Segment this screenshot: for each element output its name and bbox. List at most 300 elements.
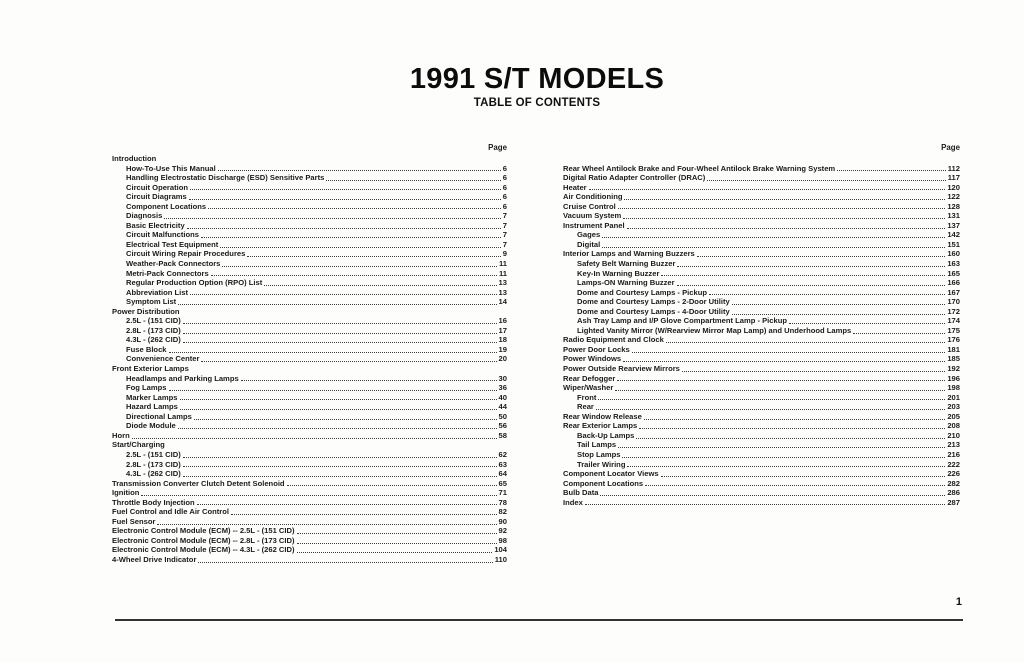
toc-entry-page: 11 [498, 259, 507, 269]
toc-entry [112, 555, 507, 565]
toc-entry [563, 421, 960, 431]
toc-entry-page: 7 [502, 230, 507, 240]
toc-entry-label: Power Outside Rearview Mirrors [563, 364, 680, 374]
toc-entry-label: Metri-Pack Connectors [126, 268, 209, 278]
toc-entry-label: Dome and Courtesy Lamps - Pickup [577, 287, 707, 297]
toc-entry [112, 345, 507, 355]
toc-entry-page: 65 [498, 478, 507, 488]
dot-leader [616, 374, 946, 384]
dot-leader [296, 526, 498, 536]
toc-entry [563, 412, 960, 422]
dot-leader [644, 479, 946, 489]
toc-entry-page: 120 [947, 182, 960, 192]
toc-entry [112, 393, 507, 403]
dot-leader [179, 402, 498, 412]
dot-leader [163, 211, 501, 221]
toc-entry [563, 354, 960, 364]
toc-entry-label: Horn [112, 430, 130, 440]
toc-entry-page: 163 [947, 259, 960, 269]
toc-entry-page: 282 [947, 478, 960, 488]
dot-leader [601, 230, 946, 240]
toc-entry-label: 2.5L - (151 CID) [126, 316, 181, 326]
toc-entry-page: 17 [498, 325, 507, 335]
toc-entry [112, 278, 507, 288]
dot-leader [325, 173, 501, 183]
dot-leader [221, 259, 498, 269]
toc-entry-page: 9 [502, 249, 507, 259]
toc-entry [112, 192, 507, 202]
toc-entry-label: Convenience Center [126, 354, 200, 364]
dot-leader [156, 517, 497, 527]
page-column-header-left: Page [488, 143, 507, 152]
toc-entry [563, 202, 960, 212]
toc-entry-page: 58 [498, 430, 507, 440]
toc-entry-page: 287 [947, 497, 960, 507]
toc-entry-page: 170 [947, 297, 960, 307]
toc-entry-page: 203 [947, 402, 960, 412]
toc-entry [563, 278, 960, 288]
toc-entry-page: 213 [947, 440, 960, 450]
toc-entry-page: 36 [498, 383, 507, 393]
toc-entry-page: 110 [494, 554, 507, 564]
toc-entry-label: Stop Lamps [577, 449, 621, 459]
toc-entry [563, 316, 960, 326]
toc-section-header [112, 364, 507, 374]
dot-leader [131, 431, 498, 441]
toc-entry-page: 208 [947, 421, 960, 431]
dot-leader [706, 173, 946, 183]
dot-leader [638, 421, 946, 431]
toc-entry-page: 6 [502, 163, 507, 173]
toc-entry-label: Digital Ratio Adapter Controller (DRAC) [563, 173, 706, 183]
toc-entry [112, 230, 507, 240]
dot-leader [601, 240, 946, 250]
toc-entry-label: Gages [577, 230, 601, 240]
dot-leader [626, 460, 946, 470]
toc-entry-label: 2.8L - (173 CID) [126, 459, 181, 469]
toc-entry-label: Lighted Vanity Mirror (W/Rearview Mirror Map Lamp) and Underhood Lamps [577, 325, 852, 335]
dot-leader [597, 393, 946, 403]
toc-entry-label: Back-Up Lamps [577, 430, 635, 440]
toc-entry-page: 142 [947, 230, 960, 240]
dot-leader [168, 345, 498, 355]
toc-entry-label: Power Windows [563, 354, 622, 364]
dot-leader [182, 316, 498, 326]
dot-leader [240, 374, 498, 384]
toc-entry [112, 354, 507, 364]
dot-leader [622, 354, 946, 364]
dot-leader [676, 278, 947, 288]
toc-entry-page: 165 [947, 268, 960, 278]
toc-entry-label: 4.3L - (262 CID) [126, 335, 181, 345]
dot-leader [230, 507, 498, 517]
toc-entry-label: Symptom List [126, 297, 177, 307]
toc-entry-label: Instrument Panel [563, 220, 625, 230]
toc-entry [563, 498, 960, 508]
dot-leader [584, 498, 946, 508]
toc-entry [112, 183, 507, 193]
dot-leader [263, 278, 497, 288]
toc-entry-page: 40 [498, 392, 507, 402]
toc-entry-page: 192 [947, 364, 960, 374]
toc-entry [563, 288, 960, 298]
toc-entry [563, 469, 960, 479]
toc-entry-label: Index [563, 497, 583, 507]
dot-leader [193, 412, 498, 422]
toc-entry-label: Ignition [112, 488, 140, 498]
toc-entry [563, 383, 960, 393]
toc-entry [563, 488, 960, 498]
dot-leader [182, 326, 498, 336]
toc-entry-label: Diagnosis [126, 211, 163, 221]
toc-entry-label: Power Door Locks [563, 344, 630, 354]
toc-entry [563, 479, 960, 489]
toc-entry [112, 402, 507, 412]
toc-entry-page: 6 [502, 173, 507, 183]
toc-entry-label: Wiper/Washer [563, 383, 614, 393]
toc-entry [112, 431, 507, 441]
toc-entry [563, 230, 960, 240]
toc-entry-label: 2.8L - (173 CID) [126, 325, 181, 335]
toc-entry-page: 11 [498, 268, 507, 278]
dot-leader [189, 288, 498, 298]
toc-entry [112, 479, 507, 489]
toc-entry-label: Fuel Control and Idle Air Control [112, 507, 229, 517]
toc-entry-page: 6 [502, 201, 507, 211]
toc-entry [563, 326, 960, 336]
footer-page-number: 1 [955, 596, 962, 608]
toc-entry-page: 13 [498, 278, 507, 288]
toc-entry [112, 460, 507, 470]
dot-leader [631, 345, 947, 355]
toc-column-left [112, 143, 507, 565]
toc-entry-page: 20 [498, 354, 507, 364]
dot-leader [676, 259, 946, 269]
toc-entry [112, 545, 507, 555]
toc-entry-label: Trailer Wiring [577, 459, 626, 469]
toc-entry [563, 374, 960, 384]
toc-entry-page: 14 [498, 297, 507, 307]
dot-leader [207, 202, 502, 212]
dot-leader [696, 249, 947, 259]
toc-entry [112, 450, 507, 460]
toc-entry-label: Introduction [112, 154, 157, 163]
toc-entry [112, 240, 507, 250]
dot-leader [660, 269, 946, 279]
dot-leader [182, 450, 498, 460]
toc-entry-label: Dome and Courtesy Lamps - 2-Door Utility [577, 297, 730, 307]
toc-entry-page: 19 [498, 344, 507, 354]
toc-entry [112, 202, 507, 212]
toc-entry [563, 393, 960, 403]
toc-entry [563, 221, 960, 231]
toc-entry-page: 62 [498, 449, 507, 459]
toc-entry-label: Fuse Block [126, 344, 167, 354]
toc-entry-label: Circuit Operation [126, 182, 189, 192]
toc-entry-label: Dome and Courtesy Lamps - 4-Door Utility [577, 306, 730, 316]
toc-entry-page: 117 [947, 173, 960, 183]
dot-leader [852, 326, 946, 336]
toc-entry-page: 174 [947, 316, 960, 326]
toc-entry-label: Rear Wheel Antilock Brake and Four-Wheel Antilock Brake Warning System [563, 163, 836, 173]
toc-entry-label: Transmission Converter Clutch Detent Solenoid [112, 478, 285, 488]
toc-entry-label: Bulb Data [563, 488, 599, 498]
dot-leader [186, 221, 502, 231]
toc-entry [563, 164, 960, 174]
toc-entry [563, 364, 960, 374]
toc-entry-label: Basic Electricity [126, 220, 185, 230]
toc-entry-label: Rear Window Release [563, 411, 642, 421]
toc-entry-page: 160 [947, 249, 960, 259]
toc-entry-page: 82 [498, 507, 507, 517]
dot-leader [708, 288, 946, 298]
toc-entry [563, 307, 960, 317]
toc-entry-label: Marker Lamps [126, 392, 178, 402]
toc-entry-label: Abbreviation List [126, 287, 189, 297]
dot-leader [622, 211, 946, 221]
toc-entry-page: 112 [947, 163, 960, 173]
toc-entry [112, 488, 507, 498]
toc-entry [112, 249, 507, 259]
toc-entry-page: 7 [502, 220, 507, 230]
dot-leader [210, 269, 498, 279]
toc-entry-page: 98 [498, 535, 507, 545]
toc-entry [563, 431, 960, 441]
toc-entry-page: 176 [947, 335, 960, 345]
dot-leader [621, 450, 946, 460]
dot-leader [617, 202, 947, 212]
toc-entry-page: 151 [947, 239, 960, 249]
toc-entry [112, 297, 507, 307]
toc-entry-page: 6 [502, 182, 507, 192]
dot-leader [200, 230, 502, 240]
toc-entry-label: Interior Lamps and Warning Buzzers [563, 249, 695, 259]
toc-entry-label: Heater [563, 182, 587, 192]
dot-leader [731, 307, 947, 317]
toc-section-header [112, 307, 507, 317]
dot-leader [731, 297, 947, 307]
toc-entry [563, 335, 960, 345]
toc-entry [112, 374, 507, 384]
toc-entry-label: Directional Lamps [126, 411, 192, 421]
toc-entry-page: 181 [947, 344, 960, 354]
page-title: 1991 S/T MODELS [409, 63, 665, 95]
toc-entry-page: 56 [498, 421, 507, 431]
toc-entry-label: Diode Module [126, 421, 176, 431]
dot-leader [635, 431, 946, 441]
toc-entry-label: Component Locations [126, 201, 207, 211]
toc-entry [563, 211, 960, 221]
toc-section-header [112, 440, 507, 450]
toc-entry-page: 30 [498, 373, 507, 383]
toc-entry [112, 383, 507, 393]
toc-entry [563, 440, 960, 450]
dot-leader [599, 488, 946, 498]
dot-leader [200, 354, 497, 364]
toc-entry-label: 4-Wheel Drive Indicator [112, 554, 197, 564]
toc-entry-label: Electronic Control Module (ECM) -- 2.8L - (173 CID) [112, 535, 295, 545]
page-column-header-right: Page [941, 143, 960, 152]
toc-entry-label: Vacuum System [563, 211, 622, 221]
toc-entry [563, 402, 960, 412]
dot-leader [626, 221, 947, 231]
dot-leader [836, 164, 947, 174]
toc-entry [112, 526, 507, 536]
dot-leader [643, 412, 946, 422]
toc-entry-label: Lamps-ON Warning Buzzer [577, 278, 675, 288]
dot-leader [681, 364, 946, 374]
dot-leader [296, 536, 498, 546]
toc-entry [112, 221, 507, 231]
toc-entry-page: 216 [947, 449, 960, 459]
toc-entry-page: 6 [502, 192, 507, 202]
toc-entry-page: 16 [498, 316, 507, 326]
toc-entry-page: 13 [498, 287, 507, 297]
dot-leader [296, 545, 494, 555]
toc-entry-label: Cruise Control [563, 201, 616, 211]
toc-entry [563, 345, 960, 355]
dot-leader [188, 192, 502, 202]
toc-entry-label: Key-In Warning Buzzer [577, 268, 660, 278]
toc-entry [112, 173, 507, 183]
footer-rule [115, 619, 963, 621]
toc-entry-label: Front Exterior Lamps [112, 364, 189, 374]
toc-entry [563, 460, 960, 470]
page-subtitle: TABLE OF CONTENTS [473, 97, 601, 109]
toc-entry-label: Start/Charging [112, 440, 165, 450]
toc-entry [112, 269, 507, 279]
toc-entry [112, 211, 507, 221]
toc-entry-label: Electronic Control Module (ECM) -- 4.3L - (262 CID) [112, 545, 295, 555]
toc-entry-page: 226 [947, 469, 960, 479]
toc-entry-page: 201 [947, 392, 960, 402]
toc-entry-page: 222 [947, 459, 960, 469]
dot-leader [196, 498, 498, 508]
toc-entry [112, 335, 507, 345]
toc-rows-right [563, 164, 960, 508]
toc-entry-page: 175 [947, 325, 960, 335]
toc-entry [112, 507, 507, 517]
toc-entry-label: Hazard Lamps [126, 402, 178, 412]
dot-leader [665, 335, 946, 345]
toc-entry [112, 536, 507, 546]
toc-entry-label: Circuit Wiring Repair Procedures [126, 249, 246, 259]
toc-entry-label: Regular Production Option (RPO) List [126, 278, 263, 288]
dot-leader [168, 383, 498, 393]
toc-entry [112, 164, 507, 174]
toc-entry-page: 122 [947, 192, 960, 202]
toc-entry-page: 198 [947, 383, 960, 393]
dot-leader [182, 335, 498, 345]
toc-entry [563, 450, 960, 460]
dot-leader [617, 440, 946, 450]
toc-entry-label: Circuit Malfunctions [126, 230, 199, 240]
dot-leader [197, 555, 493, 565]
toc-entry [112, 326, 507, 336]
toc-entry-page: 7 [502, 239, 507, 249]
toc-entry-label: How-To-Use This Manual [126, 163, 216, 173]
toc-entry-label: Electronic Control Module (ECM) -- 2.5L - (151 CID) [112, 526, 295, 536]
toc-entry-page: 205 [947, 411, 960, 421]
toc-entry-page: 64 [498, 469, 507, 479]
toc-entry-label: Rear Exterior Lamps [563, 421, 638, 431]
toc-entry-page: 71 [498, 488, 507, 498]
toc-entry-label: Component Locations [563, 478, 644, 488]
toc-entry-page: 78 [498, 497, 507, 507]
dot-leader [286, 479, 498, 489]
toc-entry [112, 259, 507, 269]
toc-entry-label: Headlamps and Parking Lamps [126, 373, 239, 383]
toc-entry-label: Power Distribution [112, 306, 180, 316]
dot-leader [595, 402, 946, 412]
toc-entry-label: Front [577, 392, 597, 402]
toc-column-right [563, 143, 960, 507]
toc-entry [112, 469, 507, 479]
toc-entry-page: 131 [947, 211, 960, 221]
toc-entry-label: Electrical Test Equipment [126, 239, 219, 249]
toc-entry-label: Air Conditioning [563, 192, 623, 202]
toc-entry-label: Fog Lamps [126, 383, 167, 393]
toc-entry-page: 286 [947, 488, 960, 498]
toc-entry-page: 196 [947, 373, 960, 383]
toc-entry [112, 288, 507, 298]
toc-entry-page: 44 [498, 402, 507, 412]
toc-entry-page: 90 [498, 516, 507, 526]
toc-entry-page: 63 [498, 459, 507, 469]
toc-entry-label: Ash Tray Lamp and I/P Glove Compartment Lamp - Pickup [577, 316, 787, 326]
toc-entry-label: Rear [577, 402, 594, 412]
dot-leader [660, 469, 947, 479]
toc-entry-page: 50 [498, 411, 507, 421]
toc-entry [563, 259, 960, 269]
toc-entry-label: Radio Equipment and Clock [563, 335, 664, 345]
toc-entry-page: 128 [947, 201, 960, 211]
toc-entry [563, 192, 960, 202]
toc-entry-page: 7 [502, 211, 507, 221]
toc-entry-page: 172 [947, 306, 960, 316]
dot-leader [623, 192, 946, 202]
toc-entry-label: Handling Electrostatic Discharge (ESD) Sensitive Parts [126, 173, 325, 183]
dot-leader [788, 316, 946, 326]
toc-entry-label: Fuel Sensor [112, 516, 156, 526]
toc-entry-page: 18 [498, 335, 507, 345]
dot-leader [219, 240, 501, 250]
toc-entry-label: Digital [577, 239, 601, 249]
dot-leader [177, 421, 498, 431]
toc-entry [112, 517, 507, 527]
dot-leader [588, 183, 947, 193]
dot-leader [182, 460, 498, 470]
toc-entry-label: 2.5L - (151 CID) [126, 449, 181, 459]
toc-entry-label: Circuit Diagrams [126, 192, 187, 202]
toc-entry-page: 210 [947, 430, 960, 440]
toc-entry-page: 104 [494, 545, 507, 555]
toc-entry [563, 240, 960, 250]
dot-leader [182, 469, 498, 479]
toc-entry [563, 183, 960, 193]
toc-entry [112, 316, 507, 326]
dot-leader [140, 488, 497, 498]
dot-leader [246, 249, 501, 259]
toc-entry [563, 249, 960, 259]
toc-entry [563, 173, 960, 183]
toc-section-header [112, 154, 507, 164]
toc-entry-label: Tail Lamps [577, 440, 617, 450]
toc-entry-label: Component Locator Views [563, 469, 659, 479]
dot-leader [189, 183, 502, 193]
toc-entry [563, 269, 960, 279]
toc-entry-label: 4.3L - (262 CID) [126, 469, 181, 479]
